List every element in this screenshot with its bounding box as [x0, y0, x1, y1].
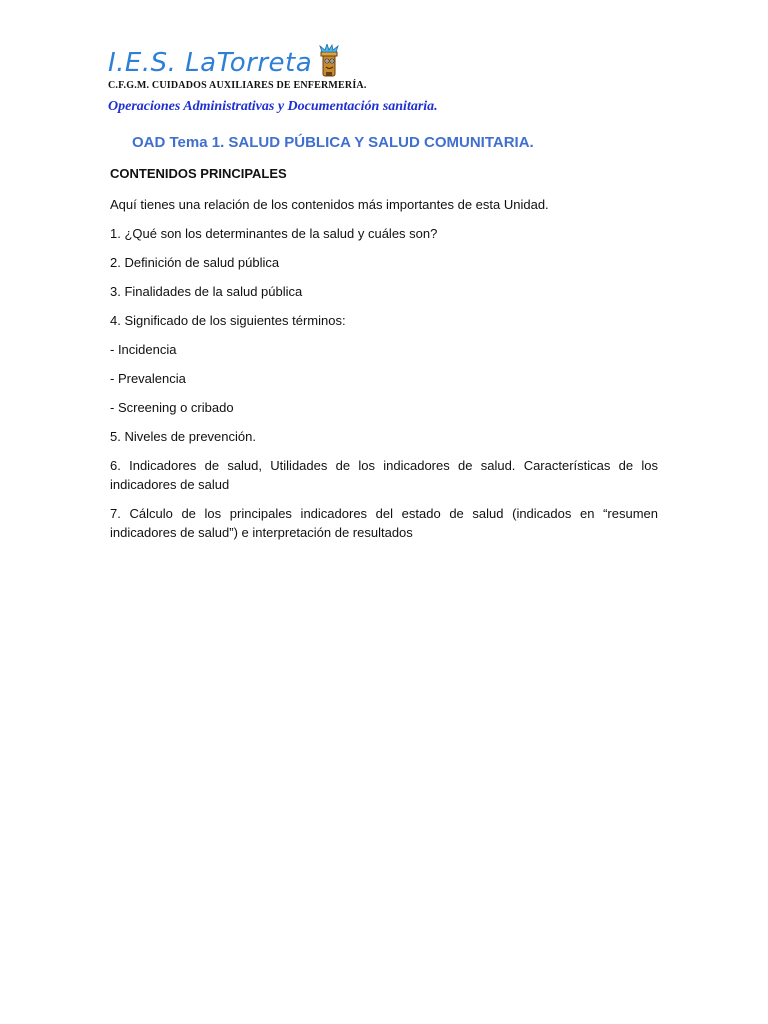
list-item: 7. Cálculo de los principales indicadores del estado de salud (indicados en “resumen indicadores de salud”) e interpretación de resultados [110, 506, 658, 540]
logo-text: I.E.S. LaTorreta [108, 48, 313, 78]
module-title: Operaciones Administrativas y Documentación sanitaria. [108, 99, 438, 114]
section-title: CONTENIDOS PRINCIPALES [110, 166, 287, 181]
list-item: 3. Finalidades de la salud pública [110, 284, 303, 299]
list-item: - Incidencia [110, 342, 177, 357]
list-item: - Screening o cribado [110, 400, 234, 415]
tower-mascot-icon [316, 44, 342, 78]
list-item: 2. Definición de salud pública [110, 255, 280, 270]
list-item: 1. ¿Qué son los determinantes de la salud y cuáles son? [110, 226, 438, 241]
list-item: 4. Significado de los siguientes términos: [110, 313, 346, 328]
school-subtitle: C.F.G.M. CUIDADOS AUXILIARES DE ENFERMERÍA. [108, 80, 367, 91]
intro-paragraph: Aquí tienes una relación de los contenidos más importantes de esta Unidad. [110, 197, 549, 212]
list-item: - Prevalencia [110, 371, 186, 386]
tema-title: OAD Tema 1. SALUD PÚBLICA Y SALUD COMUNITARIA. [132, 134, 534, 151]
list-item: 5. Niveles de prevención. [110, 429, 256, 444]
school-logo [108, 44, 342, 78]
list-item: 6. Indicadores de salud, Utilidades de los indicadores de salud. Características de los indicadores de salud [110, 458, 658, 492]
